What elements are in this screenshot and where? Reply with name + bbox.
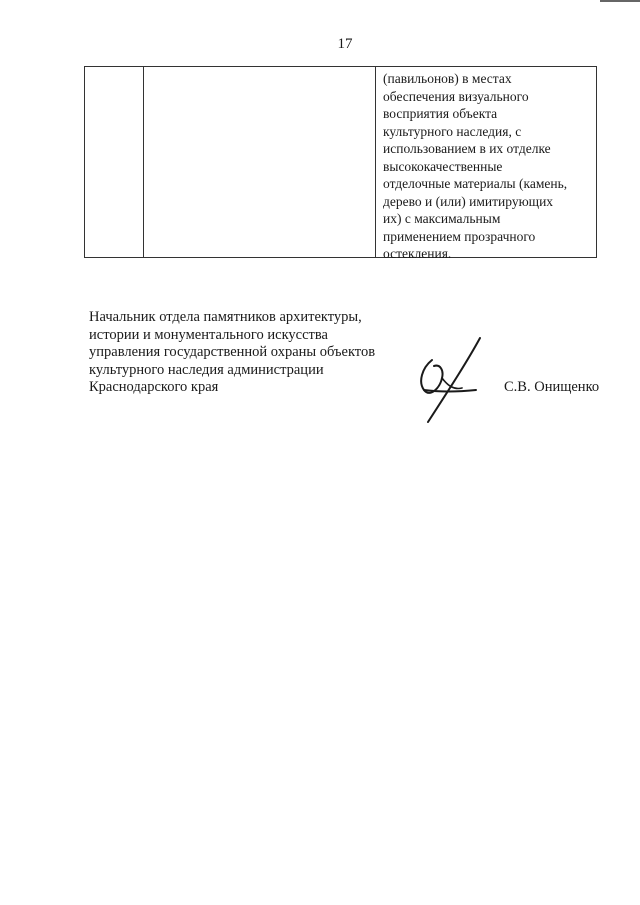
- cell-line: восприятия объекта: [383, 106, 498, 121]
- signatory-title-line: управления государственной охраны объектов: [89, 344, 376, 360]
- cell-line: высококачественные: [383, 158, 503, 174]
- cell-line: дерево и (или) имитирующих: [383, 193, 554, 209]
- signatory-title-line: Краснодарского края: [89, 379, 219, 395]
- signatory-title: [89, 309, 409, 397]
- column-divider: [375, 67, 376, 257]
- cell-line: обеспечения визуального: [383, 88, 529, 104]
- cell-line: остекления.: [383, 246, 452, 261]
- table-cell: [383, 70, 593, 263]
- handwritten-signature: [410, 330, 500, 425]
- cell-line: использованием в их отделке: [383, 141, 551, 156]
- column-divider: [596, 67, 597, 257]
- cell-line: применением прозрачного: [383, 228, 536, 244]
- signatory-title-line: Начальник отдела памятников архитектуры,: [89, 309, 362, 325]
- column-divider: [143, 67, 144, 257]
- cell-line: их) с максимальным: [383, 211, 501, 226]
- cell-line: отделочные материалы (камень,: [383, 176, 568, 191]
- table: [84, 66, 597, 261]
- cell-line: культурного наследия, с: [383, 123, 522, 139]
- page-number: 17: [337, 36, 353, 52]
- signatory-title-line: культурного наследия администрации: [89, 361, 324, 378]
- scan-edge-line: [600, 0, 640, 2]
- signer-name: С.В. Онищенко: [504, 379, 600, 395]
- cell-line: (павильонов) в местах: [383, 71, 512, 86]
- signatory-title-line: истории и монументального искусства: [89, 326, 328, 343]
